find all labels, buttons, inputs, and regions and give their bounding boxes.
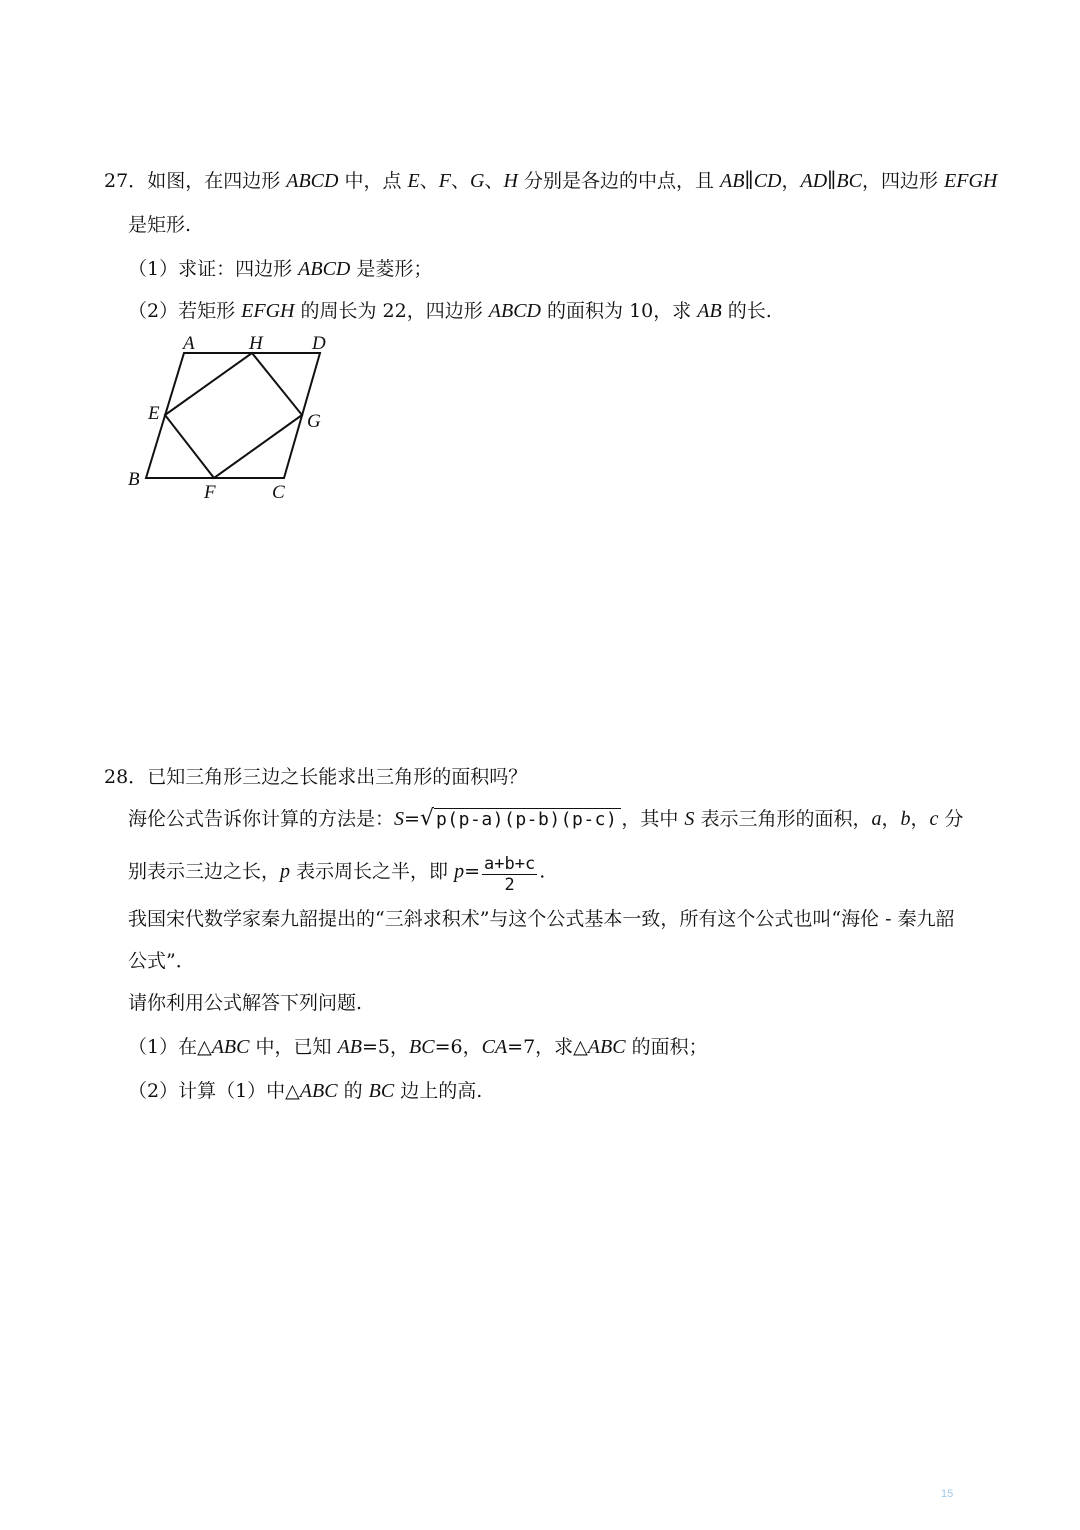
label-a: A	[183, 333, 195, 354]
q28-instruction: 请你利用公式解答下列问题.	[128, 992, 363, 1014]
q28-history-line1: 我国宋代数学家秦九韶提出的“三斜求积术”与这个公式基本一致，所有这个公式也叫“海伦 - 秦九韶	[128, 908, 955, 930]
label-b: B	[128, 469, 140, 490]
q28-history-line2: 公式”．	[128, 950, 195, 972]
label-d: D	[312, 333, 326, 354]
q27-geometry-figure	[120, 326, 360, 511]
label-h: H	[249, 333, 263, 354]
q28-number: 28．	[104, 766, 148, 788]
rectangle-efgh	[165, 353, 302, 478]
q28-part2: （2）计算（1）中△ABC 的 BC 边上的高.	[128, 1080, 483, 1102]
q28-question: 28．已知三角形三边之长能求出三角形的面积吗？	[104, 766, 528, 788]
label-f: F	[204, 482, 216, 503]
page-number: 15	[941, 1488, 954, 1500]
q27-part1: （1）求证：四边形 ABCD 是菱形；	[128, 258, 433, 280]
q28-p-line: 别表示三边之长，p 表示周长之半，即 p= $\frac{a+b+c}{2}$ .	[128, 854, 546, 895]
q28-part1: （1）在△ABC 中，已知 AB=5，BC=6，CA=7，求△ABC 的面积；	[128, 1036, 708, 1058]
q27-number: 27．	[104, 170, 148, 192]
label-e: E	[148, 403, 160, 424]
heron-sqrt: √ p(p-a)(p-b)(p-c)	[420, 806, 621, 833]
quadrilateral-abcd	[146, 353, 320, 478]
q27-stem-line2: 是矩形.	[128, 214, 192, 236]
label-c: C	[272, 482, 285, 503]
label-g: G	[307, 411, 321, 432]
q27-part2: （2）若矩形 EFGH 的周长为 22，四边形 ABCD 的面积为 10，求 AB 的长.	[128, 300, 772, 322]
half-perimeter-fraction: $\frac{a+b+c}{2}$	[484, 854, 536, 895]
sqrt-icon: √	[419, 806, 434, 831]
q28-formula-line: 海伦公式告诉你计算的方法是：S=√ p(p-a)(p-b)(p-c) ，其中 S 表示三角形的面积，a，b，c 分	[128, 806, 964, 831]
q27-stem-line1: 27．如图，在四边形 ABCD 中，点 E、F、G、H 分别是各边的中点，且 AB∥CD，AD∥BC，四边形 EFGH	[104, 170, 998, 192]
